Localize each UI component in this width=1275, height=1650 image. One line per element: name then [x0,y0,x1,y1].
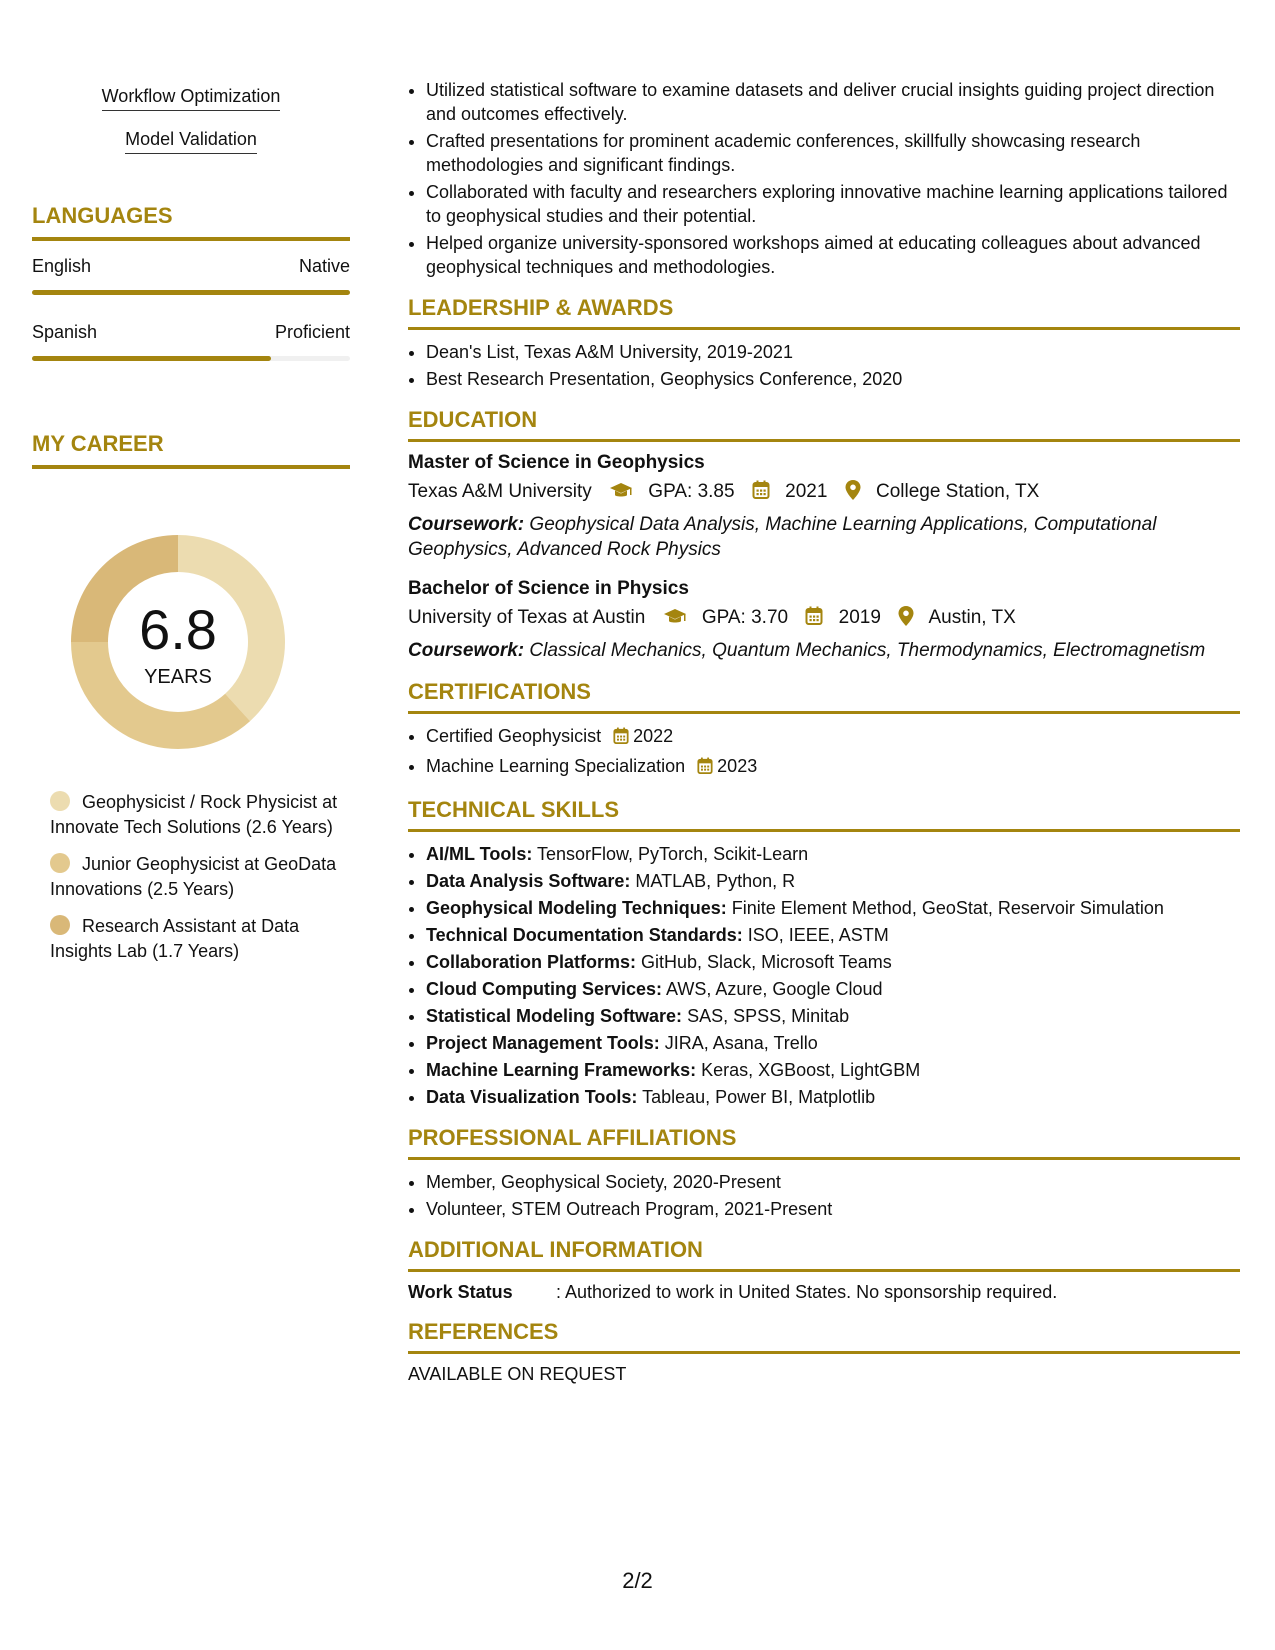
graduation-year: 2021 [785,481,828,502]
list-item: • Technical Documentation Standards: ISO, IEEE, ASTM [426,923,1240,947]
career-heading: MY CAREER [32,431,350,469]
leadership-heading: LEADERSHIP & AWARDS [408,295,1240,330]
language-proficiency-bar [32,290,350,295]
language-name: Spanish [32,322,98,342]
degree-meta [408,606,1240,632]
career-legend-item: Junior Geophysicist at GeoData Innovations (2.5 Years) [50,854,337,899]
skill-tag: Workflow Optimization [32,86,350,111]
skill-tag: Model Validation [32,129,350,154]
coursework: Coursework: Classical Mechanics, Quantum Mechanics, Thermodynamics, Electromagnetism [408,640,1206,661]
legend-dot [50,791,70,811]
language-level: Proficient [274,322,350,342]
leadership-list [408,340,1240,391]
legend-dot [50,915,70,935]
list-item: • Collaborated with faculty and researchers exploring innovative machine learning applications tailored to geophysical studies and their potential. [426,180,1240,228]
list-item: • Machine Learning Frameworks: Keras, XGBoost, LightGBM [426,1058,1240,1082]
degree-title: Master of Science in Geophysics [408,452,705,473]
list-item: • Member, Geophysical Society, 2020-Present [426,1170,1240,1194]
map-pin-icon [845,480,861,506]
list-item: • Cloud Computing Services: AWS, Azure, Google Cloud [426,977,1240,1001]
work-status-value: : Authorized to work in United States. No sponsorship required. [556,1282,1058,1302]
career-legend-item: Research Assistant at Data Insights Lab (1.7 Years) [50,916,300,961]
list-item: • Collaboration Platforms: GitHub, Slack, Microsoft Teams [426,950,1240,974]
list-item: • Data Visualization Tools: Tableau, Power BI, Matplotlib [426,1085,1240,1109]
calendar-icon [752,480,770,506]
certifications-heading: CERTIFICATIONS [408,679,1240,714]
calendar-icon [613,727,629,751]
list-item: • Helped organize university-sponsored workshops aimed at educating colleagues about advanced geophysical techniques and methodologies. [426,231,1240,279]
work-status-label: Work Status [408,1282,513,1302]
list-item: • Geophysical Modeling Techniques: Finite Element Method, GeoStat, Reservoir Simulation [426,896,1240,920]
references-text: AVAILABLE ON REQUEST [408,1364,627,1384]
coursework: Coursework: Geophysical Data Analysis, Machine Learning Applications, Computational Geophysics, Advanced Rock Physics [408,514,1157,560]
main-content [408,78,1240,1385]
page-number: 2/2 [622,1568,653,1593]
list-item: • Data Analysis Software: MATLAB, Python, R [426,869,1240,893]
technical-skills-list [408,842,1240,1109]
affiliations-heading: PROFESSIONAL AFFILIATIONS [408,1125,1240,1160]
language-proficiency-bar [32,356,350,361]
career-total-value: 6.8 [139,598,217,661]
gpa: GPA: 3.85 [648,481,735,502]
additional-info-heading: ADDITIONAL INFORMATION [408,1237,1240,1272]
education-entry [408,452,1240,562]
language-name: English [32,256,92,276]
legend-dot [50,853,70,873]
list-item: • Statistical Modeling Software: SAS, SPSS, Minitab [426,1004,1240,1028]
language-level: Native [298,256,350,276]
career-legend-item: Geophysicist / Rock Physicist at Innovate Tech Solutions (2.6 Years) [50,792,338,837]
affiliations-list [408,1170,1240,1221]
work-status [408,1282,1240,1303]
certifications-list [408,724,1240,781]
graduation-cap-icon [609,482,633,506]
list-item: • Utilized statistical software to examine datasets and deliver crucial insights guiding project direction and outcomes effectively. [426,78,1240,126]
degree-meta [408,480,1240,506]
career-total-unit: YEARS [144,666,212,688]
list-item: • Dean's List, Texas A&M University, 2019-2021 [426,340,1240,364]
calendar-icon [805,606,823,632]
school-name: Texas A&M University [408,481,592,502]
languages-heading: LANGUAGES [32,203,350,241]
experience-bullets [408,78,1240,279]
list-item: • Crafted presentations for prominent academic conferences, skillfully showcasing research methodologies and significant findings. [426,129,1240,177]
education-entry [408,578,1240,663]
school-location: Austin, TX [928,607,1016,628]
school-name: University of Texas at Austin [408,607,646,628]
list-item: • Machine Learning Specialization 2023 [426,754,1240,781]
graduation-year: 2019 [838,607,881,628]
school-location: College Station, TX [875,481,1040,502]
education-heading: EDUCATION [408,407,1240,442]
calendar-icon [697,757,713,781]
career-donut-chart [66,530,290,754]
list-item: • Best Research Presentation, Geophysics Conference, 2020 [426,367,1240,391]
list-item: • Certified Geophysicist 2022 [426,724,1240,751]
map-pin-icon [898,606,914,632]
references-heading: REFERENCES [408,1319,1240,1354]
graduation-cap-icon [663,608,687,632]
list-item: • Project Management Tools: JIRA, Asana, Trello [426,1031,1240,1055]
list-item: • Volunteer, STEM Outreach Program, 2021-Present [426,1197,1240,1221]
gpa: GPA: 3.70 [701,607,789,628]
degree-title: Bachelor of Science in Physics [408,578,689,599]
technical-skills-heading: TECHNICAL SKILLS [408,797,1240,832]
career-legend [50,790,340,976]
list-item: • AI/ML Tools: TensorFlow, PyTorch, Scikit-Learn [426,842,1240,866]
